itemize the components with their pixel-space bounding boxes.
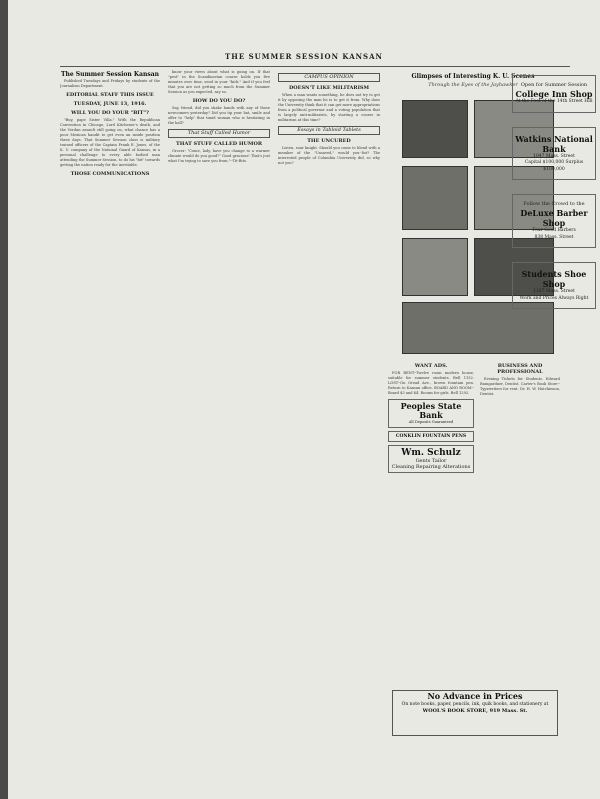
col3-body-2: Listen, sour knight. Should you come to blend with a member of the "Unsaved," would you--list? The interested people of Columbia University did, so why not you? <box>278 146 380 165</box>
ad-deluxe-crowd: Follow the Crowd to the <box>523 201 585 207</box>
col2-body-1: know your views about what is going on. If that "pest" in the Scandinavian course holds you five minutes over time, send in your "kick." And if you feel that you are not getting so much from the Summer Session as you expected, say so. <box>168 70 270 94</box>
ad-wools-headline: No Advance in Prices <box>427 691 523 701</box>
headline-want-ads: WANT ADS. <box>414 363 448 369</box>
ad-college-inn <box>512 75 596 113</box>
col2-body-3: Grocer: "Come, lady, have you change to a warmer climate would do you good?" Good gracious! That's just what I'm trying to save you from."--Tit-Bits. <box>168 149 270 163</box>
editorial-staff-heading: EDITORIAL STAFF THIS ISSUE <box>66 92 154 98</box>
headline-uncured: THE UNCURED <box>307 138 351 144</box>
column-two <box>168 70 270 720</box>
ad-schulz-name: Wm. Schulz <box>401 448 461 458</box>
ad-deluxe-sub1: Four Good Barbers <box>532 228 576 233</box>
col2-body-2: Say, friend, did you shake hands with any of those newcomers yesterday? Did you tip your hat, smile and offer to "help" that timid woman who is hesitating in the hall? <box>168 106 270 125</box>
ad-conklin <box>388 431 474 442</box>
ad-peoples-bank-sub: All Deposits Guaranteed <box>408 420 454 424</box>
ad-watkins-sub2: Capital $100,000 Surplus $100,000 <box>524 160 584 172</box>
photo-5 <box>402 238 468 296</box>
ad-conklin-title: CONKLIN FOUNTAIN PENS <box>395 434 467 439</box>
scenes-title: Glimpses of Interesting K. U. Scenes <box>411 73 535 80</box>
masthead-rule <box>60 66 570 67</box>
ad-wools-book-store <box>392 690 558 736</box>
ad-students-shoe <box>512 262 596 309</box>
headline-militarism: DOESN'T LIKE MILITARISM <box>288 85 370 91</box>
headline-will-you-do-your-bit: WILL YOU DO YOUR "BIT"? <box>71 110 149 116</box>
campus-opinion-banner: CAMPUS OPINION <box>278 73 380 82</box>
ad-deluxe-sub2: 838 Mass. Street <box>534 234 574 240</box>
scenes-subtitle: Through the Eyes of the Jayhawker <box>428 82 518 88</box>
ad-watkins-bank <box>512 127 596 181</box>
column-display-ads <box>512 72 596 684</box>
ad-shoe-sub2: Work and Prices Always Right <box>519 295 589 301</box>
ad-watkins-sub1: 1047 Mass. Street <box>533 153 575 159</box>
col3-body-1: When a man wants something, he does not try to get it by opposing the man he is to get it from. Why does the University think that it can get more appropriations from a political governor and a voting population that is largely anti-militarists, by starting a course in militarism at this time? <box>278 93 380 122</box>
ad-deluxe-name: DeLuxe Barber Shop <box>520 208 588 228</box>
ad-college-inn-sub: At the Foot of the 14th Street Hill <box>515 99 593 104</box>
column-want-ads <box>388 360 474 690</box>
ad-deluxe-barber <box>512 194 596 248</box>
editorial-body: "Buy, pape Sister Villa." With the Republican Convention in Chicago, Lord Kitchener's death, and the Verdun assault still going on, what chance has a poor Mexican bandit to get even an inside position these days. That Summer Session class is military trained officers of the Captain Frank E. Jones, of the K. U. company of the National Guard of Kansas, in a personal challenge to every able bodied man attending the Summer Session, to do his "bit" towards getting the nation ready for the inevitable. <box>60 118 160 167</box>
photo-1 <box>402 100 468 158</box>
headline-how-do-you-do: HOW DO YOU DO? <box>192 98 246 104</box>
paper-title: The Summer Session Kansan <box>61 71 159 78</box>
ad-schulz <box>388 445 474 473</box>
column-campus-opinion <box>278 70 380 720</box>
ad-wools-line2: WOOL'S BOOK STORE, 919 Mass. St. <box>422 708 528 714</box>
essays-banner: Essays in Tabloid Tablets <box>278 126 380 135</box>
ad-college-inn-open: Open for Summer Session <box>520 82 588 88</box>
ad-schulz-sub1: Gents Tailor <box>415 458 447 464</box>
ad-college-inn-name: College Inn Shop <box>515 89 593 99</box>
business-body: Evening Tickets for Students. Edward Bumgardner, Dentist. Carter's Book Store--Typewriters for rent. Dr. H. W. Hutchinson, Dentist. <box>480 377 560 396</box>
paper-intro: Published Tuesdays and Fridays by students of the Journalism Department. <box>60 79 160 88</box>
ad-watkins-name: Watkins National Bank <box>515 133 593 154</box>
ad-shoe-sub1: 1107 Mass. Street <box>533 289 575 294</box>
photo-3 <box>402 166 468 230</box>
ad-schulz-sub2: Cleaning Repairing Alterations <box>391 464 471 470</box>
humor-section-banner: That Stuff Called Humor <box>168 129 270 138</box>
ad-peoples-bank-name: Peoples State Bank <box>400 401 462 420</box>
ad-shoe-name: Students Shoe Shop <box>521 269 587 289</box>
headline-humor: THAT STUFF CALLED HUMOR <box>176 141 262 147</box>
newspaper-page <box>8 0 600 799</box>
ad-peoples-bank <box>388 399 474 428</box>
ad-wools-line1: On note books, paper, pencils, ink, quik books, and stationery at <box>401 702 549 707</box>
issue-date: TUESDAY, JUNE 13, 1916. <box>73 101 147 107</box>
headline-business: BUSINESS AND PROFESSIONAL <box>497 363 543 375</box>
masthead: THE SUMMER SESSION KANSAN <box>225 52 383 61</box>
column-editorial <box>60 70 160 720</box>
headline-communications: THOSE COMMUNICATIONS <box>70 171 150 177</box>
want-ads-body: FOR RENT--Twelve room modern house, suitable for summer students. Bell 1152. LOST--On Oread Ave., brown fountain pen. Return to Kansan office. BOARD AND ROOM--Board $3 and $4. Rooms for girls. Bell 1292. <box>388 371 474 395</box>
